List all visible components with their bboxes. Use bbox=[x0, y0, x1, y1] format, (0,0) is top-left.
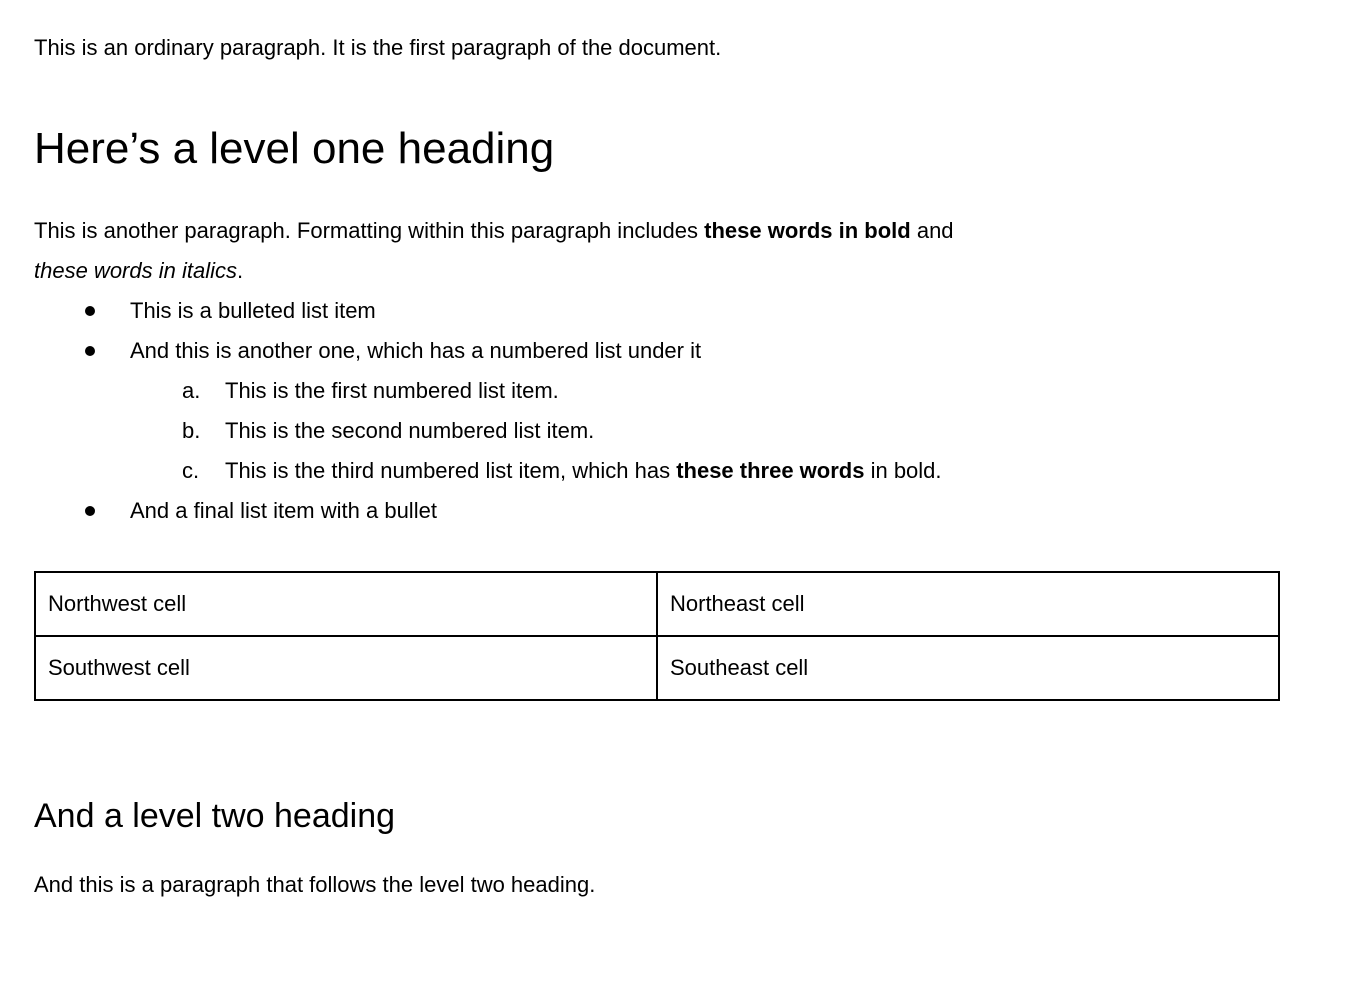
list-marker: a. bbox=[182, 378, 201, 403]
paragraph-closing: And this is a paragraph that follows the level two heading. bbox=[34, 872, 596, 897]
list-item-numbered bbox=[34, 411, 1280, 451]
list-item-text: This is the second numbered list item. bbox=[225, 418, 595, 443]
table-cell-northwest: Northwest cell bbox=[35, 572, 657, 636]
table-cell-southeast: Southeast cell bbox=[657, 636, 1279, 700]
list-item-text: And a final list item with a bullet bbox=[130, 498, 437, 523]
bullet-icon bbox=[85, 306, 95, 316]
list-item-text: This is the first numbered list item. bbox=[225, 378, 559, 403]
table-row bbox=[35, 572, 1279, 636]
bullet-icon bbox=[85, 346, 95, 356]
list-item-bullet bbox=[34, 491, 1280, 531]
list-item-bullet bbox=[34, 291, 1280, 331]
bold-text-run: these words in bold bbox=[704, 218, 911, 243]
list-item-bullet bbox=[34, 331, 1280, 371]
mixed-list bbox=[34, 291, 1280, 531]
heading-level-one: Here’s a level one heading bbox=[34, 124, 555, 173]
list-item-text: And this is another one, which has a numbered list under it bbox=[130, 338, 702, 363]
list-item-text: This is a bulleted list item bbox=[130, 298, 376, 323]
list-item-numbered bbox=[34, 371, 1280, 411]
paragraph-intro: This is an ordinary paragraph. It is the first paragraph of the document. bbox=[34, 35, 722, 60]
list-item-numbered bbox=[34, 451, 1280, 491]
italic-text-run: these words in italics bbox=[34, 258, 237, 283]
paragraph-formatted bbox=[34, 211, 1280, 291]
content-table bbox=[34, 571, 1280, 701]
table-cell-northeast: Northeast cell bbox=[657, 572, 1279, 636]
text-run: . bbox=[236, 258, 244, 283]
list-marker: c. bbox=[182, 458, 200, 483]
bullet-icon bbox=[85, 506, 95, 516]
list-item-text: This is the third numbered list item, which has bbox=[225, 458, 677, 483]
text-run: and bbox=[910, 218, 954, 243]
text-run: This is another paragraph. Formatting within this paragraph includes bbox=[34, 218, 705, 243]
heading-level-two: And a level two heading bbox=[34, 797, 396, 835]
table-row bbox=[35, 636, 1279, 700]
bold-text-run: these three words bbox=[676, 458, 865, 483]
table-cell-southwest: Southwest cell bbox=[35, 636, 657, 700]
list-item-text: in bold. bbox=[864, 458, 942, 483]
list-marker: b. bbox=[182, 418, 201, 443]
